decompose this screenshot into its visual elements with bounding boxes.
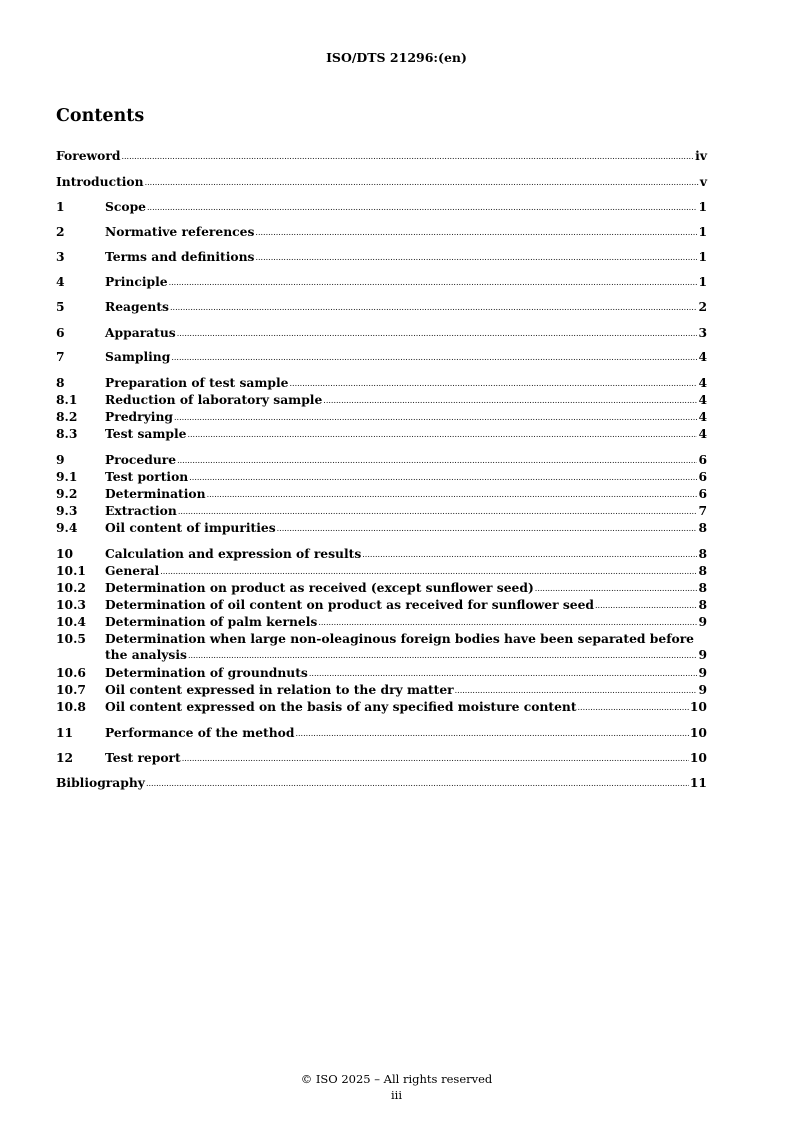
- toc-entry-page: 1: [698, 199, 707, 214]
- toc-entry-title: Terms and definitions: [105, 249, 255, 264]
- toc-leader: [323, 392, 697, 408]
- toc-entry-number: 10.3: [56, 597, 86, 612]
- toc-entry[interactable]: [56, 325, 707, 341]
- toc-entry-title: Normative references: [105, 224, 255, 239]
- toc-entry-number: 12: [56, 750, 74, 765]
- toc-entry[interactable]: [56, 299, 707, 315]
- toc-entry-title: Reduction of laboratory sample: [105, 392, 323, 407]
- toc-entry-number: 7: [56, 349, 65, 364]
- toc-entry-title: Test portion: [105, 469, 189, 484]
- toc-entry-page: v: [699, 174, 707, 189]
- toc-entry[interactable]: [56, 249, 707, 265]
- toc-entry-page: iv: [695, 148, 707, 163]
- toc-entry-number: 9.4: [56, 520, 78, 535]
- toc-entry-title: Foreword: [56, 148, 121, 163]
- toc-entry-number: 10.7: [56, 682, 86, 697]
- toc-entry-introduction[interactable]: [56, 174, 707, 190]
- toc-entry-page: 6: [698, 469, 707, 484]
- toc-leader: [255, 224, 697, 240]
- toc-entry[interactable]: [56, 546, 707, 562]
- toc-entry-title: Calculation and expression of results: [105, 546, 362, 561]
- toc-leader: [177, 325, 698, 341]
- toc-entry-foreword[interactable]: [56, 148, 707, 164]
- toc-entry-title-continued: the analysis: [105, 647, 187, 662]
- toc-entry-title: Determination on product as received (except sunflower seed): [105, 580, 534, 595]
- toc-entry-number: 9.1: [56, 469, 78, 484]
- toc-entry-page: 4: [698, 426, 707, 441]
- toc-entry-title: Bibliography: [56, 775, 145, 790]
- toc-leader: [160, 563, 697, 579]
- toc-leader: [455, 682, 698, 698]
- toc-leader: [177, 452, 697, 468]
- toc-entry-number: 11: [56, 725, 74, 740]
- toc-entry[interactable]: [56, 392, 707, 408]
- toc-entry-number: 1: [56, 199, 65, 214]
- toc-entry-title: Oil content expressed in relation to the dry matter: [105, 682, 454, 697]
- toc-entry-title: Principle: [105, 274, 168, 289]
- toc-entry-page: 9: [698, 614, 707, 629]
- toc-entry-page: 9: [698, 665, 707, 680]
- footer-page-number: iii: [390, 1088, 403, 1102]
- toc-entry[interactable]: [56, 631, 707, 663]
- toc-entry-page: 6: [698, 452, 707, 467]
- toc-leader: [178, 503, 698, 519]
- toc-entry[interactable]: [56, 682, 707, 698]
- toc-entry-number: 10.2: [56, 580, 86, 595]
- toc-entry-number: 10: [56, 546, 74, 561]
- toc-entry-page: 2: [698, 299, 707, 314]
- toc-entry-number: 10.4: [56, 614, 86, 629]
- toc-entry-bibliography[interactable]: [56, 775, 707, 791]
- toc-entry[interactable]: [56, 725, 707, 741]
- toc-entry-title: Determination of groundnuts: [105, 665, 308, 680]
- toc-entry-title: Determination of palm kernels: [105, 614, 318, 629]
- toc-entry[interactable]: [56, 665, 707, 681]
- toc-entry-title: General: [105, 563, 160, 578]
- toc-entry-number: 9.2: [56, 486, 78, 501]
- toc-entry-page: 11: [689, 775, 707, 790]
- toc-entry-title: Determination of oil content on product as received for sunflower seed: [105, 597, 594, 612]
- toc-entry-title: Scope: [105, 199, 146, 214]
- toc-entry-title: Test sample: [105, 426, 187, 441]
- toc-entry-title: Procedure: [105, 452, 177, 467]
- toc-entry-number: 10.8: [56, 699, 86, 714]
- toc-entry[interactable]: [56, 520, 707, 536]
- toc-leader: [207, 486, 698, 502]
- toc-leader: [290, 375, 698, 391]
- toc-entry-page: 4: [698, 409, 707, 424]
- toc-entry-page: 9: [698, 647, 707, 662]
- toc-leader: [171, 349, 697, 365]
- toc-entry-page: 10: [689, 699, 707, 714]
- toc-entry-page: 4: [698, 392, 707, 407]
- toc-entry[interactable]: [56, 274, 707, 290]
- toc-entry[interactable]: [56, 563, 707, 579]
- toc-leader: [169, 274, 698, 290]
- toc-entry-number: 8.1: [56, 392, 78, 407]
- toc-entry-number: 6: [56, 325, 65, 340]
- toc-entry-page: 10: [689, 725, 707, 740]
- toc-leader: [578, 699, 689, 715]
- toc-entry-number: 9.3: [56, 503, 78, 518]
- toc-entry-page: 4: [698, 375, 707, 390]
- toc-entry-number: 2: [56, 224, 65, 239]
- toc-entry-title: Determination when large non-oleaginous foreign bodies have been separated before: [105, 631, 695, 646]
- toc-entry-title: Determination: [105, 486, 206, 501]
- toc-entry-title: Oil content expressed on the basis of any specified moisture content: [105, 699, 577, 714]
- toc-leader: [295, 725, 688, 741]
- toc-leader: [189, 469, 697, 485]
- toc-entry[interactable]: [56, 224, 707, 240]
- toc-entry-page: 1: [698, 224, 707, 239]
- toc-entry-page: 9: [698, 682, 707, 697]
- toc-entry-number: 10.5: [56, 631, 86, 646]
- document-header: ISO/DTS 21296:(en): [326, 50, 467, 65]
- toc-leader: [174, 409, 697, 425]
- footer-copyright: © ISO 2025 – All rights reserved: [300, 1072, 493, 1086]
- toc-entry[interactable]: [56, 409, 707, 425]
- toc-entry-number: 8.3: [56, 426, 78, 441]
- toc-leader: [121, 148, 694, 164]
- toc-leader: [188, 647, 698, 663]
- toc-entry-page: 7: [698, 503, 707, 518]
- toc-entry[interactable]: [56, 375, 707, 391]
- toc-leader: [182, 750, 689, 766]
- toc-entry-number: 10.6: [56, 665, 86, 680]
- toc-leader: [277, 520, 698, 536]
- toc-entry-title: Sampling: [105, 349, 171, 364]
- toc-leader: [309, 665, 698, 681]
- toc-entry-page: 1: [698, 274, 707, 289]
- toc-entry[interactable]: [56, 426, 707, 442]
- toc-entry-page: 3: [698, 325, 707, 340]
- toc-entry-page: 10: [689, 750, 707, 765]
- toc-leader: [187, 426, 697, 442]
- contents-heading: Contents: [56, 106, 145, 126]
- toc-entry-number: 10.1: [56, 563, 86, 578]
- toc-entry[interactable]: [56, 614, 707, 630]
- toc-entry[interactable]: [56, 503, 707, 519]
- toc-leader: [147, 199, 697, 215]
- toc-entry-title: Oil content of impurities: [105, 520, 276, 535]
- toc-entry-number: 9: [56, 452, 65, 467]
- toc-leader: [362, 546, 697, 562]
- toc-entry-page: 8: [698, 563, 707, 578]
- toc-leader: [535, 580, 698, 596]
- toc-entry-page: 8: [698, 546, 707, 561]
- toc-entry-number: 5: [56, 299, 65, 314]
- toc-leader: [595, 597, 697, 613]
- toc-entry[interactable]: [56, 469, 707, 485]
- toc-leader: [318, 614, 697, 630]
- toc-leader: [145, 174, 699, 190]
- toc-entry-page: 8: [698, 597, 707, 612]
- toc-entry[interactable]: [56, 699, 707, 715]
- toc-entry-number: 4: [56, 274, 65, 289]
- toc-entry-page: 8: [698, 580, 707, 595]
- toc-entry[interactable]: [56, 199, 707, 215]
- toc-entry-title: Extraction: [105, 503, 177, 518]
- toc-entry-number: 8: [56, 375, 65, 390]
- toc-entry[interactable]: [56, 750, 707, 766]
- toc-entry[interactable]: [56, 452, 707, 468]
- toc-entry-page: 1: [698, 249, 707, 264]
- toc-entry-title: Test report: [105, 750, 181, 765]
- toc-entry-page: 8: [698, 520, 707, 535]
- toc-entry-title: Apparatus: [105, 325, 176, 340]
- toc-leader: [255, 249, 697, 265]
- toc-entry-title: Introduction: [56, 174, 144, 189]
- toc-entry-title: Preparation of test sample: [105, 375, 289, 390]
- toc-entry-title: Reagents: [105, 299, 169, 314]
- toc-entry-page: 6: [698, 486, 707, 501]
- toc-entry-number: 8.2: [56, 409, 78, 424]
- toc-entry[interactable]: [56, 486, 707, 502]
- toc-entry[interactable]: [56, 580, 707, 596]
- toc-entry-number: 3: [56, 249, 65, 264]
- toc-leader: [146, 775, 689, 791]
- toc-leader: [170, 299, 697, 315]
- toc-entry-title: Predrying: [105, 409, 173, 424]
- toc-entry-page: 4: [698, 349, 707, 364]
- toc-entry-title: Performance of the method: [105, 725, 295, 740]
- toc-entry[interactable]: [56, 597, 707, 613]
- toc-entry[interactable]: [56, 349, 707, 365]
